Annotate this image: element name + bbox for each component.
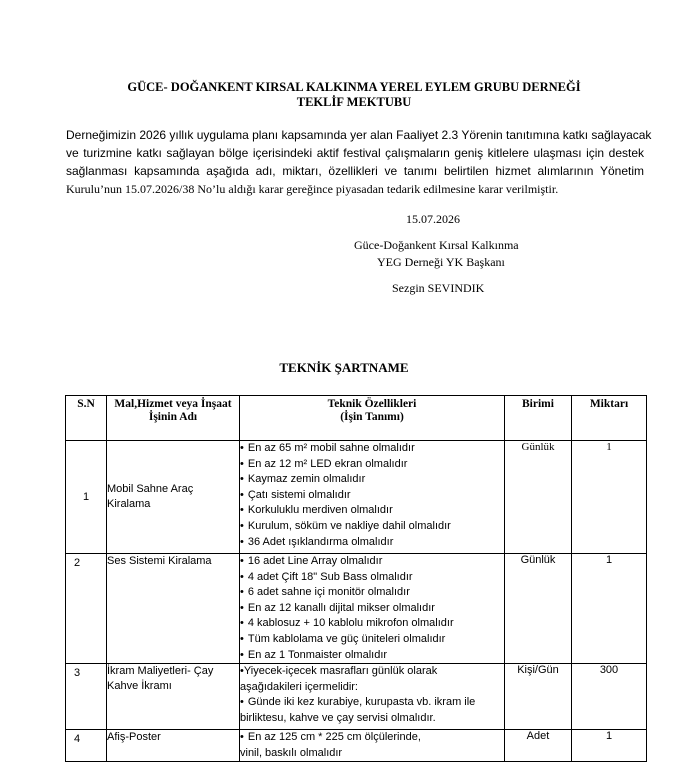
spec-item: • Günde iki kez kurabiye, kurupasta vb. ikram ile xyxy=(240,695,504,711)
spec-item-continued: birliktesu, kahve ve çay servisi olmalıdır. xyxy=(240,711,436,724)
row-qty: 1 xyxy=(572,730,647,762)
spec-item-continued: vinil, baskılı olmalıdır xyxy=(240,746,343,759)
spec-header-row xyxy=(66,396,647,441)
spec-item: • 16 adet Line Array olmalıdır xyxy=(240,554,504,570)
header-unit: Birimi xyxy=(505,396,572,441)
document-title: GÜCE- DOĞANKENT KIRSAL KALKINMA YEREL EYLEM GRUBU DERNEĞİ xyxy=(127,80,581,94)
intro-line: sağlanması kapsamında aşağıda adı, miktarı, özellikleri ve tanımı belirtilen hizmet alımlarının Yönetim xyxy=(66,164,644,178)
spec-section-title: TEKNİK ŞARTNAME xyxy=(279,360,409,375)
row-sn: 4 xyxy=(66,730,107,762)
spec-item: • En az 125 cm * 225 cm ölçülerinde, xyxy=(240,730,504,746)
header-sn: S.N xyxy=(66,396,107,441)
intro-paragraph xyxy=(66,126,652,198)
table-row xyxy=(66,554,647,664)
row-unit: Günlük xyxy=(505,441,572,554)
row-name: Ses Sistemi Kiralama xyxy=(107,554,240,664)
row-sn: 3 xyxy=(66,664,107,730)
signature-date: 15.07.2026 xyxy=(406,212,460,226)
intro-line: Kurulu’nun 15.07.2026/38 No’lu aldığı karar gereğince piyasadan tedarik edilmesine karar verilmiştir. xyxy=(66,182,559,196)
header-name: Mal,Hizmet veya İnşaat İşinin Adı xyxy=(107,396,240,441)
spec-item: • En az 1 Tonmaister olmalıdır xyxy=(240,648,504,664)
row-sn: 1 xyxy=(66,441,107,554)
spec-item: • En az 12 m² LED ekran olmalıdır xyxy=(240,457,504,473)
row-name: Afiş-Poster xyxy=(107,730,240,762)
intro-line: Derneğimizin 2026 yıllık uygulama planı kapsamında yer alan Faaliyet 2.3 Yörenin tanıtımına katkı sağlayacak xyxy=(66,128,652,142)
row-unit: Kişi/Gün xyxy=(505,664,572,730)
spec-item: • 4 adet Çift 18" Sub Bass olmalıdır xyxy=(240,570,504,586)
row-qty: 1 xyxy=(572,554,647,664)
intro-line: ve turizmine katkı sağlayan bölge içerisindeki aktif festival çalışmaların geniş kitlelere ulaşması için destek xyxy=(66,146,644,160)
spec-item: • 36 Adet ışıklandırma olmalıdır xyxy=(240,535,504,551)
row-unit: Adet xyxy=(505,730,572,762)
spec-item: • En az 12 kanallı dijital mikser olmalıdır xyxy=(240,601,504,617)
table-row xyxy=(66,664,647,730)
signature-name: Sezgin SEVINDIK xyxy=(392,281,485,295)
spec-item: • Tüm kablolama ve güç üniteleri olmalıdır xyxy=(240,632,504,648)
row-qty: 300 xyxy=(572,664,647,730)
row-sn: 2 xyxy=(66,554,107,664)
spec-intro: aşağıdakileri içermelidir: xyxy=(240,680,358,693)
row-name: İkram Maliyetleri- Çay Kahve İkramı xyxy=(107,664,240,730)
signature-org-line2: YEG Derneği YK Başkanı xyxy=(377,255,505,269)
table-row xyxy=(66,730,647,762)
row-name: Mobil Sahne Araç Kiralama xyxy=(107,441,240,554)
row-spec xyxy=(240,730,505,762)
spec-intro: •Yiyecek-içecek masrafları günlük olarak xyxy=(240,665,438,678)
row-unit: Günlük xyxy=(505,554,572,664)
table-row xyxy=(66,441,647,554)
row-spec xyxy=(240,441,505,554)
spec-item: • Kaymaz zemin olmalıdır xyxy=(240,472,504,488)
spec-item: • Çatı sistemi olmalıdır xyxy=(240,488,504,504)
row-qty: 1 xyxy=(572,441,647,554)
spec-item: • En az 65 m² mobil sahne olmalıdır xyxy=(240,441,504,457)
spec-item: • 6 adet sahne içi monitör olmalıdır xyxy=(240,585,504,601)
spec-item: • Kurulum, söküm ve nakliye dahil olmalıdır xyxy=(240,519,504,535)
row-spec xyxy=(240,554,505,664)
header-qty: Miktarı xyxy=(572,396,647,441)
document-subtitle: TEKLİF MEKTUBU xyxy=(296,95,412,109)
spec-table xyxy=(65,395,647,762)
spec-item: • Korkuluklu merdiven olmalıdır xyxy=(240,503,504,519)
spec-item: • 4 kablosuz + 10 kablolu mikrofon olmalıdır xyxy=(240,616,504,632)
header-spec: Teknik Özellikleri (İşin Tanımı) xyxy=(240,396,505,441)
signature-org-line1: Güce-Doğankent Kırsal Kalkınma xyxy=(354,238,519,252)
row-spec xyxy=(240,664,505,730)
